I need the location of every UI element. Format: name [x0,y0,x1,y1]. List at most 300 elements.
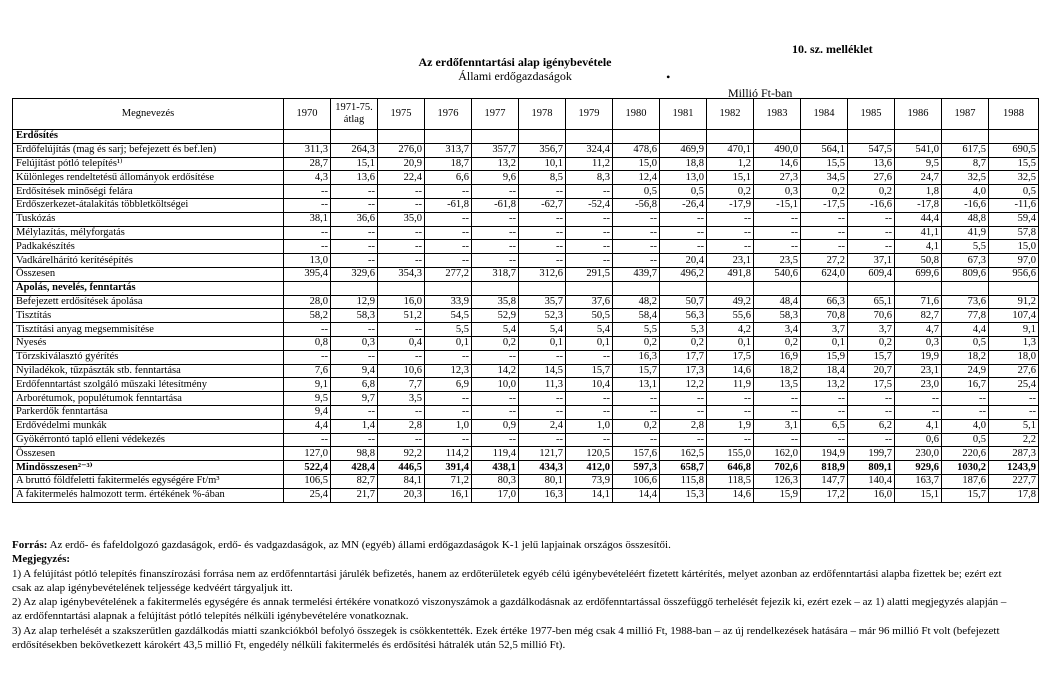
table-cell: 106,5 [284,474,331,488]
column-header-year: 1985 [848,99,895,130]
table-cell: 6,2 [848,419,895,433]
table-cell: 15,9 [801,350,848,364]
table-cell: 0,2 [801,185,848,199]
row-label: Összesen [13,267,284,281]
table-cell: -- [660,392,707,406]
table-cell: 15,9 [754,488,801,502]
table-cell: 446,5 [378,461,425,475]
table-cell: 658,7 [660,461,707,475]
table-cell: 9,6 [472,171,519,185]
table-row [13,323,1039,337]
table-cell: 27,3 [754,171,801,185]
table-cell: 58,2 [284,309,331,323]
table-row [13,212,1039,226]
table-cell [472,130,519,144]
table-row [13,336,1039,350]
table-cell: 0,2 [613,336,660,350]
table-cell: 9,4 [331,364,378,378]
table-row [13,226,1039,240]
table-cell: 9,5 [895,157,942,171]
table-cell [378,281,425,295]
table-cell: 3,5 [378,392,425,406]
table-cell: 5,4 [472,323,519,337]
table-cell: 14,5 [519,364,566,378]
table-cell: -- [519,405,566,419]
table-cell: 4,7 [895,323,942,337]
table-cell: 699,6 [895,267,942,281]
table-cell: 17,5 [707,350,754,364]
table-cell [519,281,566,295]
table-cell [425,130,472,144]
table-cell: -- [801,392,848,406]
table-cell: 13,1 [613,378,660,392]
column-header-year: 1975 [378,99,425,130]
table-cell: -- [378,185,425,199]
table-cell: -- [848,226,895,240]
table-cell: -- [331,240,378,254]
table-cell: -- [378,226,425,240]
column-header-year: 1978 [519,99,566,130]
table-cell: 48,4 [754,295,801,309]
table-cell: 121,7 [519,447,566,461]
table-cell: 50,7 [660,295,707,309]
table-cell: 9,1 [284,378,331,392]
table-cell: -- [519,350,566,364]
table-cell: 58,4 [613,309,660,323]
table-cell: 114,2 [425,447,472,461]
row-label: Padkakészítés [13,240,284,254]
table-cell [801,281,848,295]
table-cell: -- [613,226,660,240]
table-cell: 1,2 [707,157,754,171]
table-cell: 17,7 [660,350,707,364]
table-cell [942,281,989,295]
table-cell: 48,2 [613,295,660,309]
table-cell: 147,7 [801,474,848,488]
table-row [13,488,1039,502]
table-cell: 41,1 [895,226,942,240]
table-cell: 35,7 [519,295,566,309]
table-cell: 491,8 [707,267,754,281]
table-cell: 13,0 [660,171,707,185]
table-cell: 14,6 [754,157,801,171]
table-row [13,254,1039,268]
table-cell: 22,4 [378,171,425,185]
table-cell: -- [331,198,378,212]
table-cell: 7,6 [284,364,331,378]
table-cell: 65,1 [848,295,895,309]
table-cell: -- [472,226,519,240]
table-cell: 25,4 [989,378,1039,392]
column-header-year: 1977 [472,99,519,130]
table-cell: 35,0 [378,212,425,226]
table-cell: 11,3 [519,378,566,392]
table-cell: 318,7 [472,267,519,281]
table-cell: 0,5 [942,336,989,350]
table-cell: 324,4 [566,143,613,157]
table-cell: 50,5 [566,309,613,323]
table-cell: -61,8 [472,198,519,212]
table-cell: -- [284,240,331,254]
row-label: Erdősítések minőségi felára [13,185,284,199]
table-cell: 106,6 [613,474,660,488]
table-cell: 27,6 [989,364,1039,378]
table-cell: -- [754,433,801,447]
table-cell: 646,8 [707,461,754,475]
table-cell: -- [801,433,848,447]
row-label: Erdőfenntartást szolgáló műszaki létesítmény [13,378,284,392]
table-cell: -- [848,433,895,447]
table-cell: 13,2 [801,378,848,392]
table-cell: -- [425,240,472,254]
table-cell: -- [331,254,378,268]
table-cell: 37,1 [848,254,895,268]
table-cell: 10,4 [566,378,613,392]
table-cell: 16,0 [378,295,425,309]
table-cell: 439,7 [613,267,660,281]
row-label: A bruttó földfeletti fakitermelés egységére Ft/m³ [13,474,284,488]
table-cell: 16,1 [425,488,472,502]
table-cell: 3,7 [801,323,848,337]
table-cell: 7,7 [378,378,425,392]
table-cell: 354,3 [378,267,425,281]
table-cell: -- [331,350,378,364]
table-cell: 690,5 [989,143,1039,157]
table-cell: -- [613,405,660,419]
table-cell: 127,0 [284,447,331,461]
table-cell: 162,5 [660,447,707,461]
table-cell: 17,5 [848,378,895,392]
table-cell: 6,6 [425,171,472,185]
table-cell [989,281,1039,295]
table-cell: -17,8 [895,198,942,212]
table-cell: 157,6 [613,447,660,461]
table-cell: 16,7 [942,378,989,392]
table-cell: 115,8 [660,474,707,488]
table-cell: -- [566,212,613,226]
source-label: Forrás: [12,539,48,551]
table-cell: 80,1 [519,474,566,488]
table-cell: -- [566,226,613,240]
table-cell: -16,6 [942,198,989,212]
table-cell: 80,3 [472,474,519,488]
table-cell: 0,1 [519,336,566,350]
table-cell: 818,9 [801,461,848,475]
notes-title: Megjegyzés: [12,553,71,566]
table-cell: 55,6 [707,309,754,323]
table-cell: 13,2 [472,157,519,171]
table-cell [519,130,566,144]
table-cell: -- [707,212,754,226]
table-row [13,157,1039,171]
table-cell: 15,7 [566,364,613,378]
table-cell: 8,5 [519,171,566,185]
table-cell: 1,0 [425,419,472,433]
table-cell: -- [566,392,613,406]
table-cell: 48,8 [942,212,989,226]
table-row [13,295,1039,309]
table-cell [754,130,801,144]
table-cell: 0,1 [566,336,613,350]
table-cell: -- [425,185,472,199]
table-cell: 82,7 [895,309,942,323]
table-cell: 17,0 [472,488,519,502]
table-cell: 19,9 [895,350,942,364]
table-cell: 311,3 [284,143,331,157]
table-cell: 15,5 [989,157,1039,171]
table-cell: 194,9 [801,447,848,461]
table-cell: 18,2 [754,364,801,378]
table-cell: 56,3 [660,309,707,323]
table-cell: 91,2 [989,295,1039,309]
table-cell: 35,8 [472,295,519,309]
table-cell: -- [472,392,519,406]
table-cell: 15,7 [848,350,895,364]
table-cell: -- [707,392,754,406]
table-cell: 0,2 [848,185,895,199]
column-header-year: 1986 [895,99,942,130]
table-cell [472,281,519,295]
table-cell: 18,0 [989,350,1039,364]
table-cell: 18,8 [660,157,707,171]
table-cell [660,281,707,295]
table-cell: 13,6 [848,157,895,171]
table-cell: 0,5 [660,185,707,199]
table-cell: 438,1 [472,461,519,475]
table-cell: -- [519,392,566,406]
table-cell: 9,5 [284,392,331,406]
row-label: Erdővédelmi munkák [13,419,284,433]
table-cell: 0,9 [472,419,519,433]
table-cell [895,281,942,295]
table-cell: 28,7 [284,157,331,171]
table-cell: 24,7 [895,171,942,185]
table-cell: -- [425,392,472,406]
table-cell: 0,1 [707,336,754,350]
table-cell: 0,5 [989,185,1039,199]
table-cell: 16,9 [754,350,801,364]
table-cell [378,130,425,144]
section-title: Ápolás, nevelés, fenntartás [13,281,284,295]
table-cell: 32,5 [942,171,989,185]
table-cell: 0,5 [613,185,660,199]
table-cell: 3,4 [754,323,801,337]
table-cell: -- [519,185,566,199]
table-cell: 4,3 [284,171,331,185]
column-header-year: 1980 [613,99,660,130]
table-cell: -- [707,226,754,240]
table-cell: -- [754,405,801,419]
table-cell: 14,6 [707,364,754,378]
table-cell: 18,4 [801,364,848,378]
table-cell: 107,4 [989,309,1039,323]
table-cell: 391,4 [425,461,472,475]
table-cell: 120,5 [566,447,613,461]
table-cell: 4,1 [895,240,942,254]
table-cell: -- [331,226,378,240]
row-label: Erdőfelújítás (mag és sarj; befejezett és bef.len) [13,143,284,157]
table-cell: -- [660,405,707,419]
table-cell: -- [660,212,707,226]
table-cell: -- [566,254,613,268]
table-cell: 6,8 [331,378,378,392]
table-cell: -- [660,240,707,254]
row-label: Gyökérrontó tapló elleni védekezés [13,433,284,447]
table-cell: -- [378,254,425,268]
table-cell: 71,6 [895,295,942,309]
table-cell: -- [378,350,425,364]
row-label: Tuskózás [13,212,284,226]
table-cell: 547,5 [848,143,895,157]
table-cell: 4,1 [895,419,942,433]
table-cell: 4,4 [942,323,989,337]
table-cell: 52,3 [519,309,566,323]
table-cell: 97,0 [989,254,1039,268]
table-cell: 140,4 [848,474,895,488]
row-label: Mélylazítás, mélyforgatás [13,226,284,240]
table-cell: -- [613,392,660,406]
table-cell: 0,3 [754,185,801,199]
table-cell: -- [472,350,519,364]
table-cell: 617,5 [942,143,989,157]
table-cell: 1,9 [707,419,754,433]
table-cell: 57,8 [989,226,1039,240]
table-cell: 0,2 [707,185,754,199]
table-cell: 70,8 [801,309,848,323]
table-cell: -- [472,240,519,254]
table-cell: 27,6 [848,171,895,185]
table-cell: 10,1 [519,157,566,171]
table-cell: -- [942,392,989,406]
table-cell: 929,6 [895,461,942,475]
table-cell: -- [519,212,566,226]
table-cell: 264,3 [331,143,378,157]
table-cell: -- [754,226,801,240]
row-label: Erdőszerkezet-átalakítás többletköltségei [13,198,284,212]
table-cell: -- [472,433,519,447]
source-line [12,538,1012,552]
table-cell: 13,0 [284,254,331,268]
table-cell: 11,9 [707,378,754,392]
table-cell: -- [989,405,1039,419]
table-cell: -- [707,240,754,254]
table-cell: 10,0 [472,378,519,392]
table-cell: 16,0 [848,488,895,502]
table-cell: 41,9 [942,226,989,240]
table-cell: -- [801,212,848,226]
table-row [13,171,1039,185]
table-row [13,447,1039,461]
table-cell: -11,6 [989,198,1039,212]
table-row [13,392,1039,406]
table-cell: 5,5 [425,323,472,337]
table-cell: 16,3 [613,350,660,364]
table-cell: 2,8 [378,419,425,433]
table-cell: -- [566,185,613,199]
table-cell: 434,3 [519,461,566,475]
table-cell: -- [425,212,472,226]
row-label: Mindösszesen²⁻³⁾ [13,461,284,475]
table-cell: 52,9 [472,309,519,323]
table-cell [848,281,895,295]
table-cell: 14,6 [707,488,754,502]
table-cell: 14,2 [472,364,519,378]
table-cell: -61,8 [425,198,472,212]
table-cell: -- [707,433,754,447]
table-cell: 12,9 [331,295,378,309]
table-cell: 277,2 [425,267,472,281]
table-cell: 5,1 [989,419,1039,433]
column-header-year: 1970 [284,99,331,130]
table-cell: 1030,2 [942,461,989,475]
table-body [13,130,1039,503]
section-title: Erdősítés [13,130,284,144]
table-cell: 5,5 [613,323,660,337]
table-cell: 98,8 [331,447,378,461]
column-header-year: 1971-75. átlag [331,99,378,130]
table-cell: 14,1 [566,488,613,502]
notes-block [12,538,1012,652]
table-cell: -- [519,254,566,268]
table-cell: 230,0 [895,447,942,461]
table-row [13,433,1039,447]
row-label: Parkerdők fenntartása [13,405,284,419]
table-cell: 84,1 [378,474,425,488]
row-label: Vadkárelhárító kerítésépítés [13,254,284,268]
column-header-year: 1983 [754,99,801,130]
row-label: Arborétumok, populétumok fenntartása [13,392,284,406]
table-cell: -- [895,392,942,406]
table-cell: 50,8 [895,254,942,268]
table-cell: 15,1 [895,488,942,502]
table-cell: 2,2 [989,433,1039,447]
table-row [13,405,1039,419]
table-cell: 1,0 [566,419,613,433]
table-cell: 3,7 [848,323,895,337]
table-cell: 15,5 [801,157,848,171]
row-label: Nyiladékok, tűzpászták stb. fenntartása [13,364,284,378]
table-cell: 10,6 [378,364,425,378]
table-cell: 220,6 [942,447,989,461]
table-cell: 597,3 [613,461,660,475]
table-cell [331,130,378,144]
table-cell: -- [613,433,660,447]
table-cell: -- [284,350,331,364]
table-cell: 24,9 [942,364,989,378]
table-row [13,185,1039,199]
table-cell: 412,0 [566,461,613,475]
table-cell: 119,4 [472,447,519,461]
table-cell: -- [895,405,942,419]
table-row [13,309,1039,323]
table-cell: -- [848,212,895,226]
table-header-row [13,99,1039,130]
table-cell: -- [331,185,378,199]
table-cell: 58,3 [754,309,801,323]
table-cell: 12,2 [660,378,707,392]
table-cell: 82,7 [331,474,378,488]
note-1: 1) A felújítást pótló telepítés finanszírozási forrása nem az erdőfenntartási járulék befizetés, hanem az erdőterületek egyéb célú igénybevételéért fizetett kártérítés, melyet azonban az erdőfenntartási alapba fizettek be; ezért ezt csak az alap igénybevételének teljessége kedvéért tárgyaljuk itt. [12,567,1002,594]
table-cell: 13,6 [331,171,378,185]
table-cell: 4,4 [284,419,331,433]
column-header-year: 1976 [425,99,472,130]
table-cell: -52,4 [566,198,613,212]
table-cell: -- [425,405,472,419]
table-cell: 5,4 [519,323,566,337]
table-cell: -17,9 [707,198,754,212]
table-cell: 17,8 [989,488,1039,502]
column-header-year: 1979 [566,99,613,130]
